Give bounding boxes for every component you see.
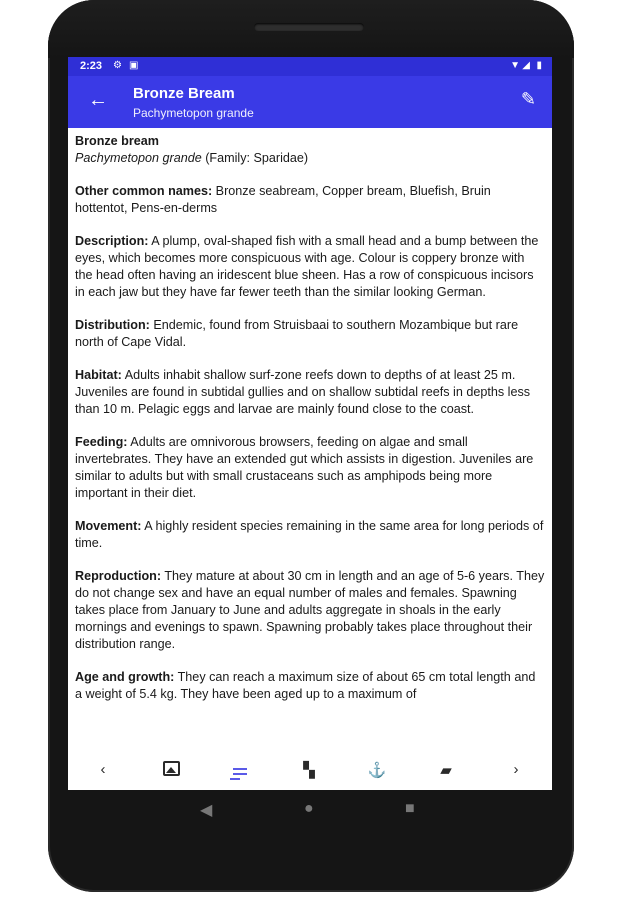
- section-feeding: [75, 434, 545, 502]
- section-label: Description:: [75, 234, 149, 248]
- section-reproduction: [75, 568, 545, 653]
- text-icon[interactable]: [228, 765, 252, 780]
- section-description: [75, 233, 545, 301]
- status-bar: [68, 57, 552, 76]
- system-home-icon[interactable]: ●: [304, 800, 314, 817]
- section-label: Age and growth:: [75, 670, 175, 684]
- section-other-names: [75, 183, 545, 217]
- system-back-icon[interactable]: ◀: [200, 802, 213, 819]
- section-text: Adults inhabit shallow surf-zone reefs down to depths of at least 25 m. Juveniles are found in subtidal gullies and on shallow subtidal reefs in depths less than 10 m. Pelagic eggs and larvae are mainly found close to the coast.: [75, 368, 531, 416]
- scientific-name: Pachymetopon grande: [75, 151, 202, 165]
- chevron-right-icon[interactable]: ›: [513, 761, 519, 778]
- section-text: A highly resident species remaining in the same area for long periods of time.: [75, 519, 544, 550]
- chevron-left-icon[interactable]: ‹: [100, 761, 106, 778]
- section-movement: [75, 518, 545, 552]
- family-name: (Family: Sparidae): [201, 151, 309, 165]
- section-label: Habitat:: [75, 368, 122, 382]
- common-name: Bronze bream: [75, 134, 159, 148]
- page-subtitle: Pachymetopon grande: [133, 106, 254, 120]
- section-text: Bronze seabream, Copper bream, Bluefish, Bruin hottentot, Pens-en-derms: [75, 184, 491, 215]
- battery-icon: ▮: [536, 60, 542, 71]
- section-text: They can reach a maximum size of about 65 cm total length and a weight of 5.4 kg. They have been aged up to a maximum of: [75, 670, 536, 701]
- species-header: [75, 133, 545, 167]
- section-text: They mature at about 30 cm in length and an age of 5-6 years. They do not change sex and have an equal number of males and females. Spawning takes place from January to June and adults aggregate in shoals in the early mornings and evenings to spawn. Spawning probably takes place throughout their distribution range.: [75, 569, 545, 651]
- arrow-back-icon[interactable]: ←: [88, 89, 108, 111]
- section-age-growth: [75, 669, 545, 703]
- speaker-grille: [254, 23, 364, 31]
- section-label: Distribution:: [75, 318, 150, 332]
- section-label: Other common names:: [75, 184, 213, 198]
- section-label: Reproduction:: [75, 569, 162, 583]
- signal-icon: ◢: [522, 60, 530, 71]
- notification-icon: ▣: [129, 60, 139, 71]
- wifi-icon: ▼: [510, 60, 520, 71]
- fishing-icon[interactable]: ⚓: [367, 762, 387, 779]
- pencil-icon[interactable]: ✎: [520, 89, 536, 109]
- page-title: Bronze Bream: [133, 85, 235, 102]
- map-icon[interactable]: ▚: [303, 762, 315, 779]
- system-recents-icon[interactable]: ■: [405, 800, 415, 817]
- section-text: A plump, oval-shaped fish with a small head and a bump between the eyes, which becomes more conspicuous with age. Colour is coppery bronze with the head often having an iridescent blue sheen. Has a row of conspicuous incisors in each jaw but they have far fewer teeth than the similar looking German.: [75, 234, 539, 299]
- section-text: Adults are omnivorous browsers, feeding on algae and small invertebrates. They have an extended gut which assists in digestion. Juveniles are similar to adults but with small crustaceans such as amphipods being more important in their diet.: [75, 435, 534, 500]
- screen: [68, 57, 552, 790]
- section-distribution: [75, 317, 545, 351]
- bottom-nav: [68, 754, 552, 790]
- section-text: Endemic, found from Struisbaai to southern Mozambique but rare north of Cape Vidal.: [75, 318, 519, 349]
- species-info: [75, 133, 545, 753]
- system-nav-bar: [68, 790, 552, 834]
- section-habitat: [75, 367, 545, 418]
- section-label: Movement:: [75, 519, 142, 533]
- image-icon[interactable]: [159, 761, 183, 780]
- status-time: 2:23: [80, 60, 103, 72]
- settings-icon: ⚙: [113, 60, 122, 71]
- section-label: Feeding:: [75, 435, 128, 449]
- app-bar: [68, 76, 552, 128]
- ruler-icon[interactable]: ▰: [440, 762, 452, 779]
